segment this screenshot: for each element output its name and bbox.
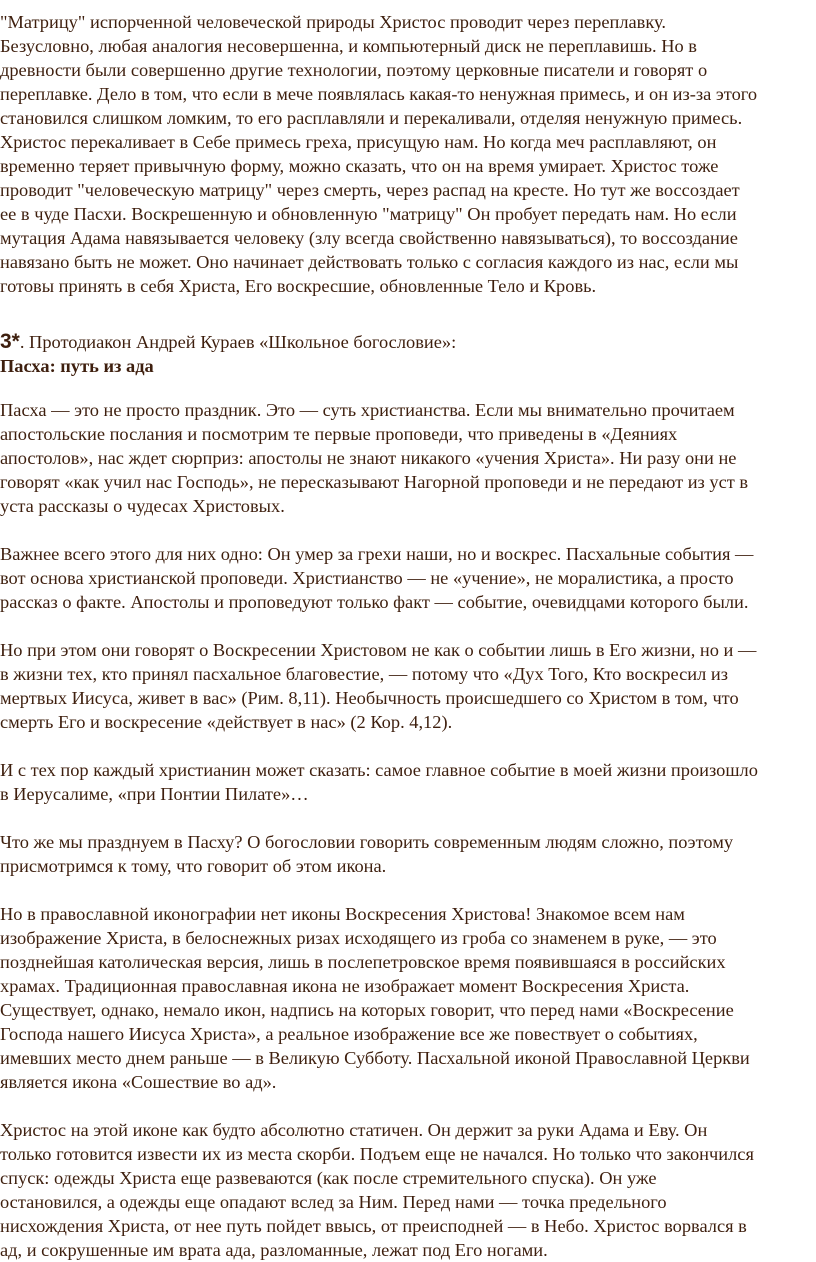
text-line: Господа нашего Иисуса Христа», а реальное изображение все же повествует о событиях, bbox=[0, 1024, 698, 1044]
text-line: спуск: одежды Христа еще развеваются (как после стремительного спуска). Он уже bbox=[0, 1168, 657, 1188]
section-header bbox=[0, 330, 816, 378]
text-line: "Матрицу" испорченной человеческой природы Христос проводит через переплавку. bbox=[0, 12, 666, 32]
text-line: становился слишком ломким, то его расплавляли и перекаливали, отделяя ненужную примесь. bbox=[0, 108, 743, 128]
section-title: Пасха: путь из ада bbox=[0, 356, 154, 376]
section-number: 3* bbox=[0, 330, 20, 353]
text-line: Важнее всего этого для них одно: Он умер за грехи наши, но и воскрес. Пасхальные события — bbox=[0, 544, 754, 564]
text-line: готовы принять в себя Христа, Его воскресшие, обновленные Тело и Кровь. bbox=[0, 276, 597, 296]
text-line: является икона «Сошествие во ад». bbox=[0, 1072, 277, 1092]
paragraph-gap bbox=[0, 878, 816, 902]
paragraph-matrix bbox=[0, 10, 816, 298]
text-line: только готовится извести их из места скорби. Подъем еще не начался. Но только что закончился bbox=[0, 1144, 754, 1164]
text-line: нисхождения Христа, от нее путь пойдет ввысь, от преисподней — в Небо. Христос ворвался в bbox=[0, 1216, 747, 1236]
text-line: смерть Его и воскресение «действует в нас» (2 Кор. 4,12). bbox=[0, 712, 453, 732]
text-line: присмотримся к тому, что говорит об этом икона. bbox=[0, 856, 387, 876]
text-line: Христос на этой иконе как будто абсолютно статичен. Он держит за руки Адама и Еву. Он bbox=[0, 1120, 708, 1140]
text-line: переплавке. Дело в том, что если в мече появлялась какая-то ненужная примесь, и он из-за этого bbox=[0, 84, 758, 104]
text-line: имевших место днем раньше — в Великую Субботу. Пасхальной иконой Православной Церкви bbox=[0, 1048, 750, 1068]
text-line: Но при этом они говорят о Воскресении Христовом не как о событии лишь в Его жизни, но и — bbox=[0, 640, 757, 660]
text-line: уста рассказы о чудесах Христовых. bbox=[0, 496, 285, 516]
text-line: апостольские послания и посмотрим те первые проповеди, что приведены в «Деяниях bbox=[0, 424, 678, 444]
text-line: проводит "человеческую матрицу" через смерть, через распад на кресте. Но тут же воссоздает bbox=[0, 180, 740, 200]
text-line: Но в православной иконографии нет иконы Воскресения Христова! Знакомое всем нам bbox=[0, 904, 685, 924]
document-page bbox=[0, 10, 816, 1262]
text-line: И с тех пор каждый христианин может сказать: самое главное событие в моей жизни произошло bbox=[0, 760, 758, 780]
text-line: Безусловно, любая аналогия несовершенна, и компьютерный диск не переплавишь. Но в bbox=[0, 36, 697, 56]
paragraph-gap bbox=[0, 614, 816, 638]
paragraph-apostles-preaching bbox=[0, 542, 816, 614]
paragraph-pascha-essence bbox=[0, 398, 816, 518]
text-line: ад, и сокрушенные им врата ада, разломанные, лежат под Его ногами. bbox=[0, 1240, 548, 1260]
text-line: остановился, а одежды еще опадают вслед за Ним. Перед нами — точка предельного bbox=[0, 1192, 667, 1212]
text-line: Христос перекаливает в Себе примесь греха, присущую нам. Но когда меч расплавляют, он bbox=[0, 132, 717, 152]
text-line: изображение Христа, в белоснежных ризах исходящего из гроба со знаменем в руке, — это bbox=[0, 928, 717, 948]
text-line: позднейшая католическая версия, лишь в послепетровское время появившаяся в российских bbox=[0, 952, 726, 972]
text-line: Существует, однако, немало икон, надпись на которых говорит, что перед нами «Воскресение bbox=[0, 1000, 734, 1020]
text-line: вот основа христианской проповеди. Христианство — не «учение», не моралистика, а просто bbox=[0, 568, 734, 588]
text-line: Пасха — это не просто праздник. Это — суть христианства. Если мы внимательно прочитаем bbox=[0, 400, 735, 420]
paragraph-gap bbox=[0, 806, 816, 830]
paragraph-resurrection-in-us bbox=[0, 638, 816, 734]
paragraph-icon-question bbox=[0, 830, 816, 878]
text-line: говорят «как учил нас Господь», не пересказывают Нагорной проповеди и не передают из уст в bbox=[0, 472, 749, 492]
text-line: временно теряет привычную форму, можно сказать, что он на время умирает. Христос тоже bbox=[0, 156, 719, 176]
section-source-line bbox=[0, 330, 816, 354]
text-line: древности были совершенно другие технологии, поэтому церковные писатели и говорят о bbox=[0, 60, 708, 80]
text-line: Что же мы празднуем в Пасху? О богословии говорить современным людям сложно, поэтому bbox=[0, 832, 734, 852]
paragraph-iconography bbox=[0, 902, 816, 1094]
paragraph-gap bbox=[0, 518, 816, 542]
text-line: ее в чуде Пасхи. Воскрешенную и обновленную "матрицу" Он пробует передать нам. Но если bbox=[0, 204, 737, 224]
paragraph-jerusalem bbox=[0, 758, 816, 806]
paragraph-descent bbox=[0, 1118, 816, 1262]
paragraph-gap bbox=[0, 734, 816, 758]
text-line: рассказ о факте. Апостолы и проповедуют только факт — событие, очевидцами которого были. bbox=[0, 592, 749, 612]
text-line: мутация Адама навязывается человеку (злу всегда свойственно навязываться), то воссоздание bbox=[0, 228, 738, 248]
paragraph-gap bbox=[0, 298, 816, 322]
text-line: в Иерусалиме, «при Понтии Пилате»… bbox=[0, 784, 309, 804]
section-source: . Протодиакон Андрей Кураев «Школьное богословие»: bbox=[19, 332, 457, 352]
text-line: мертвых Иисуса, живет в вас» (Рим. 8,11). Необычность происшедшего со Христом в том, что bbox=[0, 688, 739, 708]
text-line: храмах. Традиционная православная икона не изображает момент Воскресения Христа. bbox=[0, 976, 690, 996]
paragraph-gap bbox=[0, 378, 816, 398]
text-line: в жизни тех, кто принял пасхальное благовестие, — потому что «Дух Того, Кто воскресил из bbox=[0, 664, 728, 684]
text-line: навязано быть не может. Оно начинает действовать только с согласия каждого из нас, если мы bbox=[0, 252, 739, 272]
text-line: апостолов», нас ждет сюрприз: апостолы не знают никакого «учения Христа». Ни разу они не bbox=[0, 448, 737, 468]
paragraph-gap bbox=[0, 1094, 816, 1118]
